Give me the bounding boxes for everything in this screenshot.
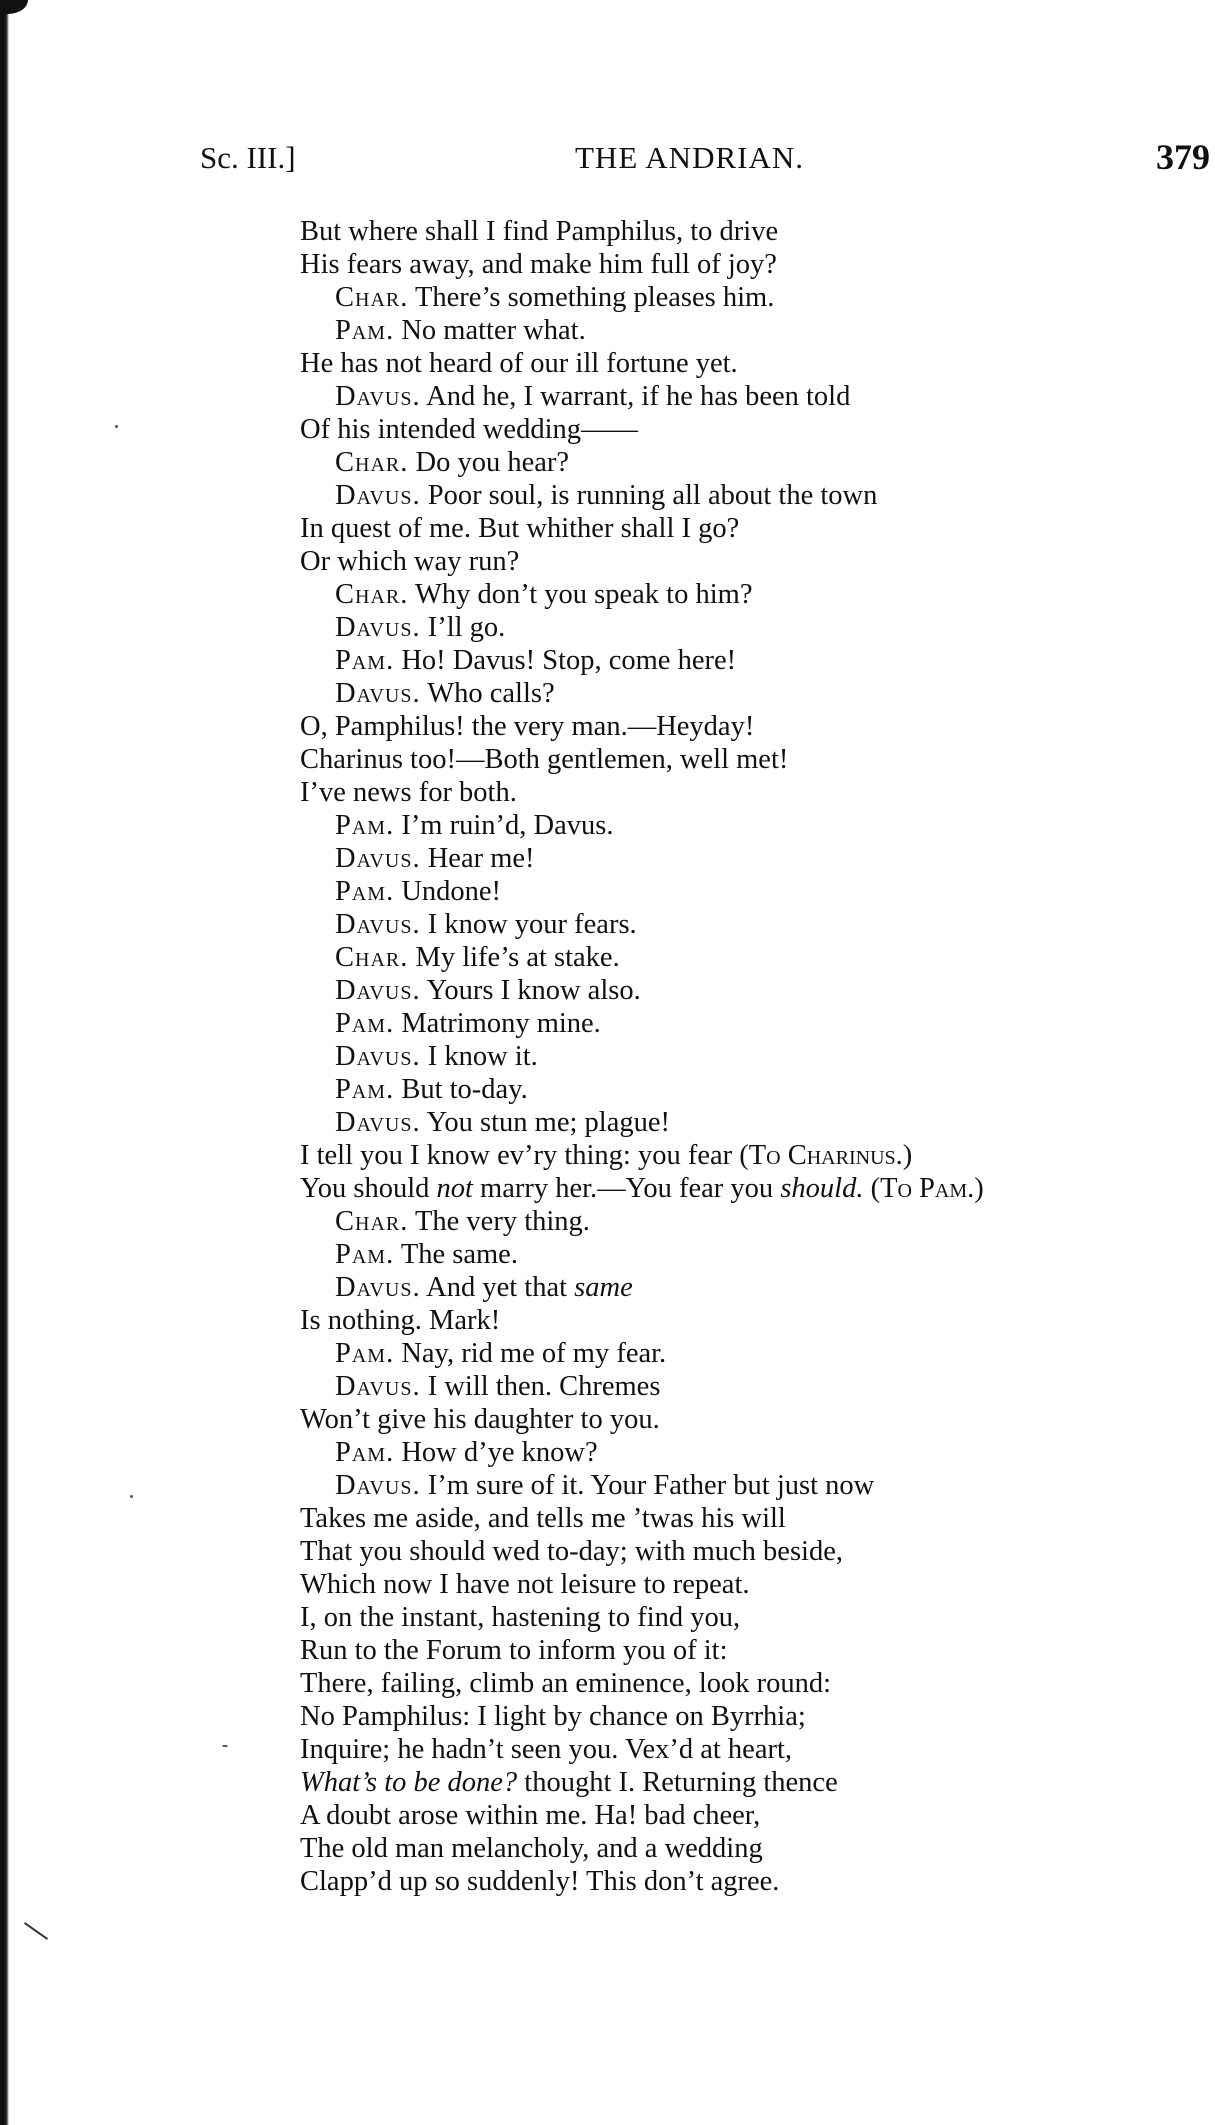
verse-line	[300, 1634, 1200, 1667]
line-text: Nay, rid me of my fear.	[401, 1338, 667, 1369]
line-text: Or which way run?	[300, 546, 520, 577]
line-text: Yours I know also.	[426, 975, 641, 1006]
line-text: Why don’t you speak to him?	[415, 579, 753, 610]
line-text: There, failing, climb an eminence, look round:	[300, 1668, 832, 1699]
verse-line	[300, 1073, 1200, 1106]
line-text: I know your fears.	[427, 909, 637, 940]
line-text: I’m sure of it. Your Father but just now	[427, 1470, 875, 1501]
verse-line	[300, 1469, 1200, 1502]
speaker-name: Pam.	[335, 1008, 395, 1039]
line-text: Who calls?	[427, 678, 555, 709]
speaker-name: Davus.	[335, 909, 421, 940]
line-text: He has not heard of our ill fortune yet.	[300, 348, 738, 379]
line-text: Undone!	[401, 876, 502, 907]
verse-line	[300, 1436, 1200, 1469]
speaker-name: Davus.	[335, 975, 421, 1006]
page-number: 379	[1156, 137, 1210, 177]
speaker-name: Davus.	[335, 480, 421, 511]
line-text: marry her.—You fear you	[472, 1173, 781, 1204]
speaker-name: Pam.	[335, 315, 395, 346]
line-text: Poor soul, is running all about the town	[427, 480, 878, 511]
line-text: But to-day.	[401, 1074, 528, 1105]
speaker-name: Char.	[335, 942, 409, 973]
italic-text: should.	[780, 1173, 864, 1204]
line-text: I know it.	[427, 1041, 538, 1072]
speaker-name: Davus.	[335, 1041, 421, 1072]
verse-line	[300, 710, 1200, 743]
speaker-name: Pam.	[335, 1239, 395, 1270]
running-title: THE ANDRIAN.	[575, 140, 804, 175]
speaker-name: Davus.	[335, 1107, 421, 1138]
speaker-name: Char.	[335, 579, 409, 610]
line-text: Clapp’d up so suddenly! This don’t agree.	[300, 1866, 780, 1897]
line-text: No Pamphilus: I light by chance on Byrrhia;	[300, 1701, 806, 1732]
speaker-name: Davus.	[335, 1470, 421, 1501]
print-speck	[115, 425, 118, 428]
line-text: Inquire; he hadn’t seen you. Vex’d at heart,	[300, 1734, 793, 1765]
verse-line	[300, 1205, 1200, 1238]
line-text: I’ve news for both.	[300, 777, 517, 808]
verse-line	[300, 545, 1200, 578]
verse-line	[300, 1403, 1200, 1436]
verse-line	[300, 578, 1200, 611]
verse-line	[300, 1799, 1200, 1832]
line-text: Takes me aside, and tells me ’twas his will	[300, 1503, 786, 1534]
verse-line	[300, 1304, 1200, 1337]
verse-line	[300, 314, 1200, 347]
verse-line	[300, 875, 1200, 908]
verse-line	[300, 1238, 1200, 1271]
line-text: A doubt arose within me. Ha! bad cheer,	[300, 1800, 761, 1831]
line-text: Hear me!	[427, 843, 535, 874]
line-text: Ho! Davus! Stop, come here!	[401, 645, 737, 676]
speaker-name: Davus.	[335, 1371, 421, 1402]
verse-line	[300, 1766, 1200, 1799]
verse-line	[300, 1271, 1200, 1304]
speaker-name: Char.	[335, 282, 409, 313]
speaker-name: Pam.	[335, 1074, 395, 1105]
line-text: O, Pamphilus! the very man.—Heyday!	[300, 711, 755, 742]
speaker-name: Pam.	[335, 876, 395, 907]
verse-line	[300, 611, 1200, 644]
verse-line	[300, 1172, 1200, 1205]
line-text: Which now I have not leisure to repeat.	[300, 1569, 750, 1600]
line-text: The old man melancholy, and a wedding	[300, 1833, 763, 1864]
line-text: That you should wed to-day; with much beside,	[300, 1536, 843, 1567]
verse-line	[300, 281, 1200, 314]
verse-line	[300, 446, 1200, 479]
verse-line	[300, 248, 1200, 281]
verse-line	[300, 809, 1200, 842]
line-text: Do you hear?	[415, 447, 570, 478]
verse-line	[300, 1700, 1200, 1733]
line-text: And yet that	[426, 1272, 575, 1303]
speaker-name: Davus.	[335, 381, 421, 412]
verse-line	[300, 380, 1200, 413]
running-header	[200, 137, 1210, 184]
binding-mark	[24, 1922, 48, 1940]
line-text: Charinus too!—Both gentlemen, well met!	[300, 744, 789, 775]
verse-line	[300, 842, 1200, 875]
verse-line	[300, 974, 1200, 1007]
verse-text	[300, 215, 1200, 1898]
stage-direction: (To Charinus.)	[739, 1140, 913, 1171]
line-text: thought I. Returning thence	[517, 1767, 838, 1798]
binding-corner	[0, 0, 28, 14]
line-text: No matter what.	[401, 315, 586, 346]
speaker-name: Char.	[335, 1206, 409, 1237]
line-text: And he, I warrant, if he has been told	[426, 381, 851, 412]
verse-line	[300, 479, 1200, 512]
verse-line	[300, 512, 1200, 545]
line-text: Run to the Forum to inform you of it:	[300, 1635, 728, 1666]
line-text: Won’t give his daughter to you.	[300, 1404, 660, 1435]
verse-line	[300, 1667, 1200, 1700]
line-text: Of his intended wedding——	[300, 414, 638, 445]
line-text: You stun me; plague!	[426, 1107, 670, 1138]
speaker-name: Char.	[335, 447, 409, 478]
verse-line	[300, 1832, 1200, 1865]
line-text: I’ll go.	[427, 612, 506, 643]
speaker-name: Davus.	[335, 612, 421, 643]
italic-text: same	[574, 1272, 633, 1303]
verse-line	[300, 1568, 1200, 1601]
line-text: I tell you I know ev’ry thing: you fear	[300, 1140, 740, 1171]
line-text: I, on the instant, hastening to find you,	[300, 1602, 741, 1633]
verse-line	[300, 1865, 1200, 1898]
verse-line	[300, 1601, 1200, 1634]
line-text: The same.	[400, 1239, 518, 1270]
verse-line	[300, 1337, 1200, 1370]
verse-line	[300, 1007, 1200, 1040]
verse-line	[300, 413, 1200, 446]
verse-line	[300, 941, 1200, 974]
print-speck	[222, 1745, 228, 1747]
verse-line	[300, 908, 1200, 941]
line-text: I will then. Chremes	[427, 1371, 661, 1402]
speaker-name: Davus.	[335, 678, 421, 709]
line-text: Matrimony mine.	[401, 1008, 601, 1039]
speaker-name: Pam.	[335, 645, 395, 676]
italic-text: not	[436, 1173, 473, 1204]
line-text: His fears away, and make him full of joy?	[300, 249, 777, 280]
line-text: But where shall I find Pamphilus, to drive	[300, 216, 779, 247]
line-text: I’m ruin’d, Davus.	[401, 810, 614, 841]
verse-line	[300, 215, 1200, 248]
speaker-name: Pam.	[335, 1338, 395, 1369]
line-text: In quest of me. But whither shall I go?	[300, 513, 740, 544]
verse-line	[300, 644, 1200, 677]
speaker-name: Pam.	[335, 1437, 395, 1468]
verse-line	[300, 1139, 1200, 1172]
verse-line	[300, 1370, 1200, 1403]
verse-line	[300, 1535, 1200, 1568]
verse-line	[300, 1502, 1200, 1535]
stage-direction: (To Pam.)	[863, 1173, 984, 1204]
verse-line	[300, 1733, 1200, 1766]
section-label: Sc. III.]	[200, 140, 296, 175]
verse-line	[300, 347, 1200, 380]
verse-line	[300, 1106, 1200, 1139]
speaker-name: Pam.	[335, 810, 395, 841]
page-binding-edge	[0, 0, 9, 2125]
speaker-name: Davus.	[335, 1272, 421, 1303]
line-text: My life’s at stake.	[415, 942, 620, 973]
line-text: Is nothing. Mark!	[300, 1305, 501, 1336]
print-speck	[130, 1495, 133, 1498]
verse-line	[300, 1040, 1200, 1073]
verse-line	[300, 743, 1200, 776]
line-text: You should	[300, 1173, 437, 1204]
verse-line	[300, 776, 1200, 809]
line-text: The very thing.	[415, 1206, 590, 1237]
line-text: There’s something pleases him.	[415, 282, 775, 313]
italic-text: What’s to be done?	[300, 1767, 518, 1798]
line-text: How d’ye know?	[401, 1437, 598, 1468]
speaker-name: Davus.	[335, 843, 421, 874]
verse-line	[300, 677, 1200, 710]
